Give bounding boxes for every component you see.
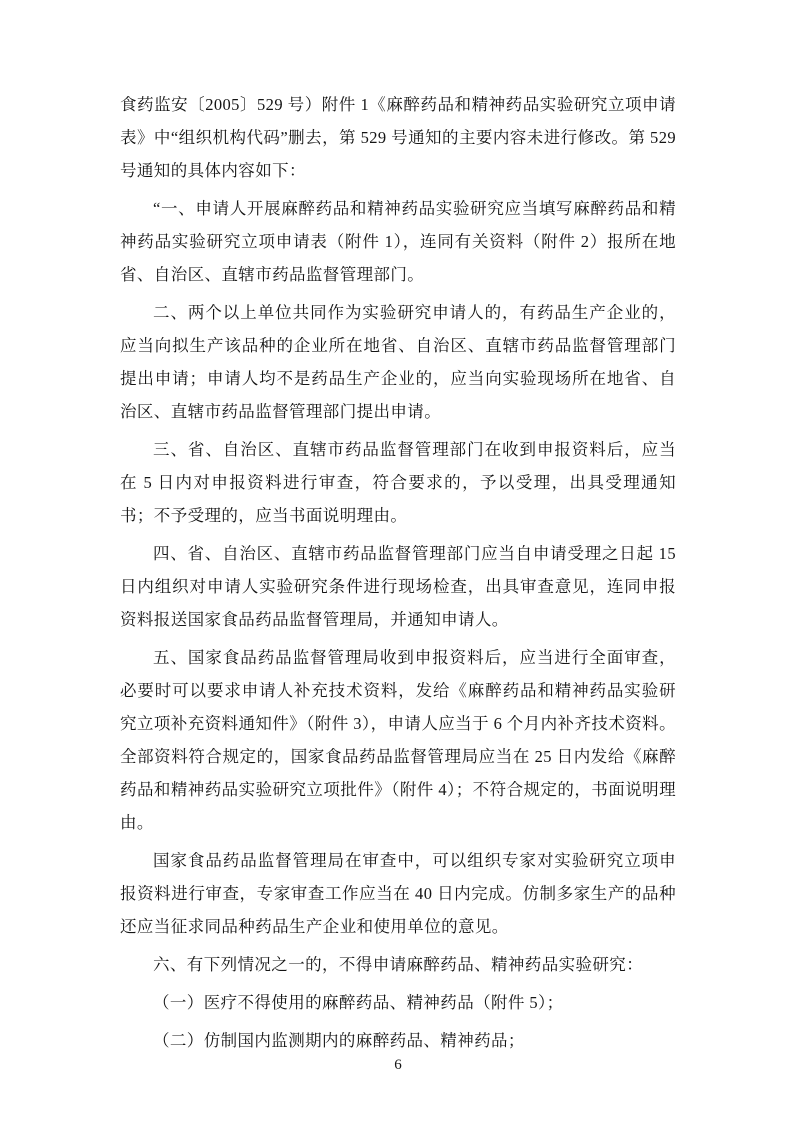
- document-body: [120, 88, 676, 1057]
- page-number: 6: [394, 1057, 402, 1073]
- paragraph-item-5-continued: 国家食品药品监督管理局在审查中，可以组织专家对实验研究立项申报资料进行审查，专家审查工作应当在 40 日内完成。仿制多家生产的品种还应当征求同品种药品生产企业和使用单位的意见。: [120, 851, 676, 936]
- paragraph-subitem-1: （一）医疗不得使用的麻醉药品、精神药品（附件 5）；: [153, 993, 564, 1012]
- paragraph-item-6: 六、有下列情况之一的，不得申请麻醉药品、精神药品实验研究：: [153, 955, 644, 974]
- paragraph-item-4: 四、省、自治区、直辖市药品监督管理部门应当自申请受理之日起 15 日内组织对申请人实验研究条件进行现场检查，出具审查意见，连同申报资料报送国家食品药品监督管理局，并通知申请人。: [120, 544, 676, 629]
- paragraph-item-3: 三、省、自治区、直辖市药品监督管理部门在收到申报资料后，应当在 5 日内对申报资料进行审查，符合要求的，予以受理，出具受理通知书；不予受理的，应当书面说明理由。: [120, 440, 676, 525]
- paragraph-intro: 食药监安〔2005〕529 号）附件 1《麻醉药品和精神药品实验研究立项申请表》中“组织机构代码”删去，第 529 号通知的主要内容未进行修改。第 529 号通知的具体内容如下：: [120, 95, 676, 180]
- paragraph-item-2: 二、两个以上单位共同作为实验研究申请人的，有药品生产企业的，应当向拟生产该品种的企业所在地省、自治区、直辖市药品监督管理部门提出申请；申请人均不是药品生产企业的，应当向实验现场所在地省、自治区、直辖市药品监督管理部门提出申请。: [120, 303, 676, 421]
- paragraph-subitem-2: （二）仿制国内监测期内的麻醉药品、精神药品；: [153, 1031, 525, 1050]
- paragraph-item-5: 五、国家食品药品监督管理局收到申报资料后，应当进行全面审查，必要时可以要求申请人补充技术资料，发给《麻醉药品和精神药品实验研究立项补充资料通知件》（附件 3），申请人应当于 6 个月内补齐技术资料。全部资料符合规定的，国家食品药品监督管理局应当在 25 日内发给《麻醉药品和精神药品实验研究立项批件》（附件 4）；不符合规定的，书面说明理由。: [120, 648, 676, 832]
- paragraph-item-1: “一、申请人开展麻醉药品和精神药品实验研究应当填写麻醉药品和精神药品实验研究立项申请表（附件 1），连同有关资料（附件 2）报所在地省、自治区、直辖市药品监督管理部门。: [120, 199, 676, 284]
